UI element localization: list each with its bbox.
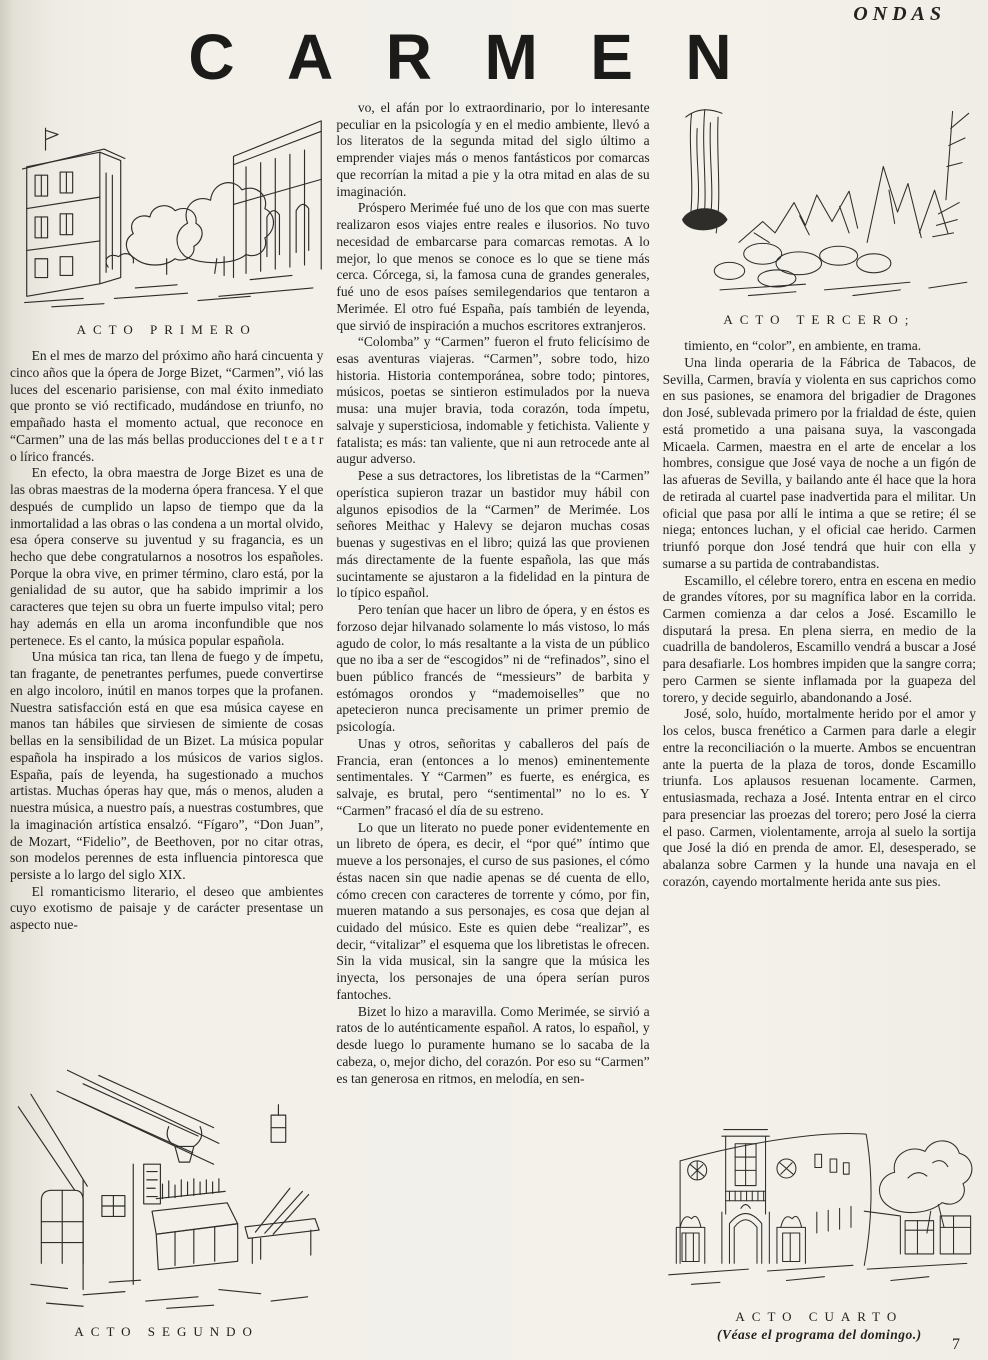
tavern-scene-illustration <box>10 1065 323 1316</box>
paragraph: Escamillo, el célebre torero, entra en escena en medio de grandes vítores, por su magnífica labor en la corrida. Carmen comienza a dar celos a José. Escamillo le disputará la presa. En plena sierra, en medio de la cuadrilla de bandoleros, Escamillo vendrá a buscar a José para desafiarle. Los hombres impiden que la sangre corra; pero Carmen se siente inflamada por la guapeza del torero, y decide seguirlo, abandonando a José. <box>662 572 976 705</box>
act3-figure <box>663 100 976 338</box>
act3-caption: ACTO TERCERO; <box>723 312 916 328</box>
paragraph: Pese a sus detractores, los libretistas de la “Carmen” operística supieron trazar un bastidor muy hábil con algunos episodios de la “Carmen” de Merimée. Los señores Meithac y Halevy se dejaron muchas cosas buenas y sugestivas en el libro; quizá las que provienen más directamente de la fuente española, las que más sucintamente se ajustaron a la fidelidad en la pintura de lo típico español. <box>336 468 650 601</box>
page-number: 7 <box>952 1336 960 1353</box>
paragraph: “Colomba” y “Carmen” fueron el fruto felicísimo de esas aventuras viajeras. “Carmen”, sobre todo, hizo historia. Historia contemporánea, sobre todo; pintores, músicos, poetas se sintieron estimulados por la nueva musa: una mujer bravia, toda corazón, toda ímpetu, salvaje y supersticiosa, indomable y fetichista. Valiente y fatalista; es más: tan valiente, que ni aun retrocede ante al augur adverso. <box>336 334 650 467</box>
column-3 <box>663 100 976 1350</box>
column-2 <box>336 100 649 1350</box>
act2-caption: ACTO SEGUNDO <box>74 1323 259 1339</box>
act1-figure <box>10 100 323 348</box>
magazine-name: ONDAS <box>853 3 946 25</box>
act1-caption: ACTO PRIMERO <box>76 322 257 338</box>
act4-caption-note: (Véase el programa del domingo.) <box>717 1327 922 1343</box>
page-title: CARMEN <box>188 21 785 93</box>
paragraph: Bizet lo hizo a maravilla. Como Merimée, se sirvió a ratos de lo auténticamente español. A ratos, lo español, y desde luego lo puramente humano se lo sacaba de la cabeza, o, mejor dicho, del corazón. Por eso su “Carmen” es tan generosa en ritmos, en melodía, en sen- <box>336 1003 650 1086</box>
paragraph: Unas y otros, señoritas y caballeros del país de Francia, eran (entonces a lo menos) eminentemente sentimentales. Y “Carmen” es fuerte, es enérgica, es salvaje, es brutal, pero “sentimental” no lo es. Y “Carmen” fracasó el día de su estreno. <box>336 735 650 818</box>
paragraph: timiento, en “color”, en ambiente, en trama. <box>684 338 922 354</box>
paragraph: El romanticismo literario, el deseo que ambientes cuyo exotismo de paisaje y de carácter presentase un aspecto nue- <box>10 883 324 933</box>
paragraph: vo, el afán por lo extraordinario, por lo interesante peculiar en la psicología y en el medio ambiente, llevó a los literatos de la segunda mitad del siglo último a emprender viajes más o menos fantásticos por comarcas que recorrían la mitad a pie y la otra mitad en alas de su imaginación. <box>336 100 650 199</box>
article-columns <box>10 100 976 1350</box>
paragraph: Una música tan rica, tan llena de fuego y de ímpetu, tan fragante, de penetrantes perfumes, puede convertirse en algo incoloro, inútil en manos torpes que la profanen. Nuestra satisfacción está en que esa música cayese en manos tan hábiles que sirviesen de simiente de cosas bellas en la sensibilidad de un Bizet. La música popular española ha inspirado a los músicos de varios siglos. España, país de leyenda, ha sugestionado a muchos artistas. Muchas óperas hay que, más o menos, aluden a nuestra música, a nuestro país, a nuestras costumbres, que la imaginación artística ensalzó. “Fígaro”, “Don Juan”, de Mozart, “Fidelio”, de Beethoven, por no citar otras, son modelos perennes de esta influencia pintoresca que persiste a lo largo del siglo XIX. <box>10 649 324 882</box>
mountain-pass-illustration <box>663 100 976 304</box>
paragraph: Próspero Merimée fué uno de los que con mas suerte realizaron esos viajes entre reales e ilusorios. No tuvo necesidad de embarcarse para comarcas remotas. A lo mejor, lo que menos se conoce es lo que se tiene más cerca. Córcega, si, la famosa cuna de grandes generales, fué uno de esos países semilegendarios que tentaron a Merimée. El otro fué España, país también de leyenda, que sirvió de inspiración a muchos escritores extranjeros. <box>336 200 650 333</box>
street-scene-illustration <box>10 100 323 314</box>
paragraph: En el mes de marzo del próximo año hará cincuenta y cinco años que la ópera de Jorge Bizet, “Carmen”, vió las luces del escenario parisiense, con mal éxito inmediato que pronto se vió rectificado, mudándose en triunfo, no empañado hasta el momento actual, que reconoce en “Carmen” una de las más bellas producciones del t e a t r o lírico francés. <box>10 348 324 464</box>
column-1 <box>10 100 323 1350</box>
paragraph: Lo que un literato no puede poner evidentemente en un libreto de ópera, es decir, el “por qué” íntimo que mueve a los personajes, el curso de sus pasiones, el cómo éstas nacen sin que nadie apenas se dé cuenta de ello, cómo crecen con caracteres de torrente y cómo, por fin, mueren matando a sus personajes, es cosa que dejan al cuidado del músico. Este es quien debe “realizar”, es decir, “vitalizar” el esquema que los libretistas le ofrecen. Sin la vida musical, sin la sangre que la música les inyecta, los personajes de una ópera serían puros fantoches. <box>336 819 650 1002</box>
paragraph: Pero tenían que hacer un libro de ópera, y en éstos es forzoso dejar hilvanado solamente lo más vistoso, lo más agudo de color, lo más resaltante a la vista de un público que no iba a ser de “escogidos” ni de “refinados”, sino el buen público francés de “messieurs” de barbita y estómagos orondos y “mademoiselles” que no apetecieron nunca precisamente un primer premio de psicología. <box>336 602 650 735</box>
paragraph: Una linda operaria de la Fábrica de Tabacos, de Sevilla, Carmen, bravía y violenta en sus caprichos como en sus pasiones, se enamora del brigadier de Dragones don José, sublevada primero por la frialdad de éste, quien está prometido a una paisana suya, la vascongada Micaela. Carmen, maestra en el arte de encelar a los hombres, consigue que José vaya de noche a un figón de las afueras de Sevilla, y bailando ante él hace que la hora de retirada al cuartel pase inadvertida para el militar. Un oficial que pasa por allí le intima a que se retire; él se niega; entonces luchan, y el oficial cae herido. Carmen triunfó porque don José tendrá que huir con ella y sumarse a su partida de contrabandistas. <box>662 354 976 571</box>
paragraph: En efecto, la obra maestra de Jorge Bizet es una de las obras maestras de la moderna ópera francesa. Y el que después de cumplido un lapso de tiempo que da la inmortalidad a las obras o las condena a un mortal olvido, esa ópera conserve su juventud y su fragancia, es un hecho que debe congratularnos a nosotros los españoles. Porque la obra vive, en primer término, claro está, por la genialidad de su autor, que ha sabido imprimir a los caracteres que tejen su obra un fuerte impulso vital; pero hay además en ella un aroma inconfundible que nos pertenece. Es el canto, la música popular española. <box>10 465 324 648</box>
act2-figure <box>10 1065 323 1350</box>
act4-caption: ACTO CUARTO <box>735 1309 904 1325</box>
bullring-scene-illustration <box>663 1121 976 1301</box>
paragraph: José, solo, huído, mortalmente herido por el amor y los celos, busca frenético a Carmen para darle a elegir entre la reconciliación o la muerte. Ambos se encuentran ante la puerta de la plaza de toros, donde Escamillo triunfa. Los aplausos resuenan locamente. Carmen, entusiasmada, rechaza a José. Intenta entrar en el circo para presenciar las proezas del torero; pero José la cierra el paso. Carmen, violentamente, arroja al suelo la sortija que José la dió en prenda de amor. El, desesperado, se abalanza sobre Carmen y la hunde una navaja en el corazón, cayendo mortalmente herida ante sus pies. <box>662 706 976 889</box>
act4-figure <box>663 1121 976 1350</box>
